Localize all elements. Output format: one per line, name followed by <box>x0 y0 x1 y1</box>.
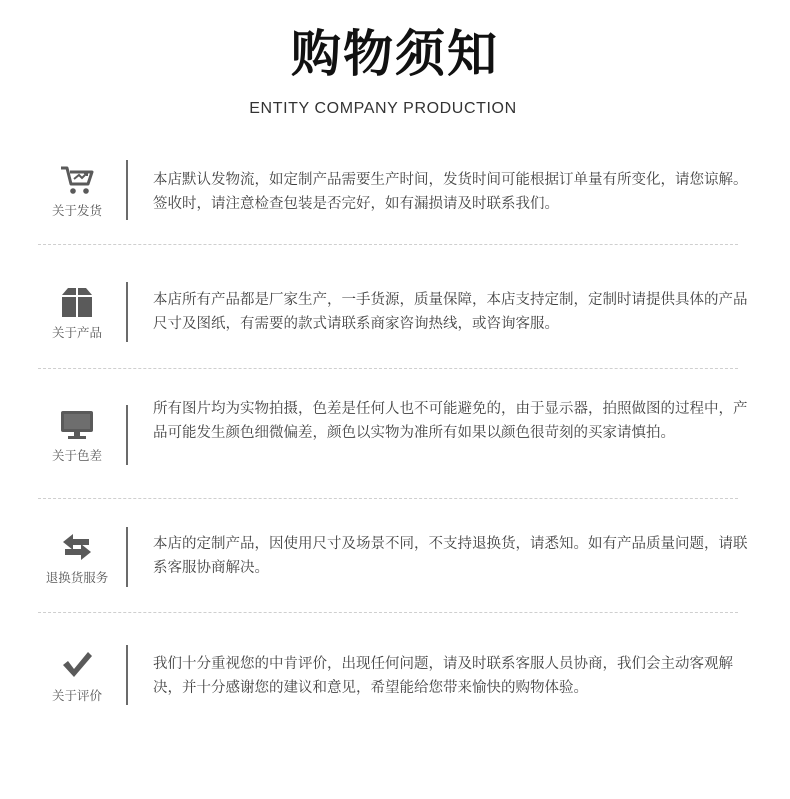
section-divider-bar <box>126 405 128 465</box>
section-divider-bar <box>126 160 128 220</box>
monitor-icon <box>58 409 96 441</box>
section-separator <box>38 244 738 245</box>
reviews-icon-group <box>36 649 118 704</box>
section-divider-bar <box>126 527 128 587</box>
shopping-cart-icon <box>59 164 95 196</box>
section-divider-bar <box>126 645 128 705</box>
checkmark-icon <box>59 649 95 681</box>
section-label: 关于产品 <box>51 325 102 340</box>
returns-icon-group <box>36 531 118 586</box>
section-label: 退换货服务 <box>45 570 109 585</box>
section-text: 我们十分重视您的中肯评价，出现任何问题，请及时联系客服人员协商，我们会主动客观解决，并十分感谢您的建议和意见，希望能给您带来愉快的购物体验。 <box>153 656 733 696</box>
section-text: 本店的定制产品，因使用尺寸及场景不同，不支持退换货，请悉知。如有产品质量问题，请联系客服协商解决。 <box>153 536 748 576</box>
page-title: 购物须知 <box>291 25 499 83</box>
section-label: 关于评价 <box>51 688 102 703</box>
section-text: 本店所有产品都是厂家生产，一手货源，质量保障，本店支持定制，定制时请提供具体的产品尺寸及图纸，有需要的款式请联系商家咨询热线，或咨询客服。 <box>153 292 748 332</box>
box-icon <box>59 286 95 318</box>
section-label: 关于发货 <box>51 203 102 218</box>
section-separator <box>38 368 738 369</box>
exchange-arrows-icon <box>59 531 95 563</box>
section-text: 本店默认发物流，如定制产品需要生产时间，发货时间可能根据订单量有所变化，请您谅解。签收时，请注意检查包装是否完好，如有漏损请及时联系我们。 <box>153 172 748 212</box>
section-text: 所有图片均为实物拍摄，色差是任何人也不可能避免的，由于显示器，拍照做图的过程中，产品可能发生颜色细微偏差，颜色以实物为准所有如果以颜色很苛刻的买家请慎拍。 <box>153 401 748 441</box>
color-icon-group <box>36 409 118 464</box>
product-icon-group <box>36 286 118 341</box>
section-separator <box>38 498 738 499</box>
section-divider-bar <box>126 282 128 342</box>
section-label: 关于色差 <box>51 448 102 463</box>
page-subtitle: ENTITY COMPANY PRODUCTION <box>249 100 517 117</box>
shipping-icon-group <box>36 164 118 219</box>
section-separator <box>38 612 738 613</box>
